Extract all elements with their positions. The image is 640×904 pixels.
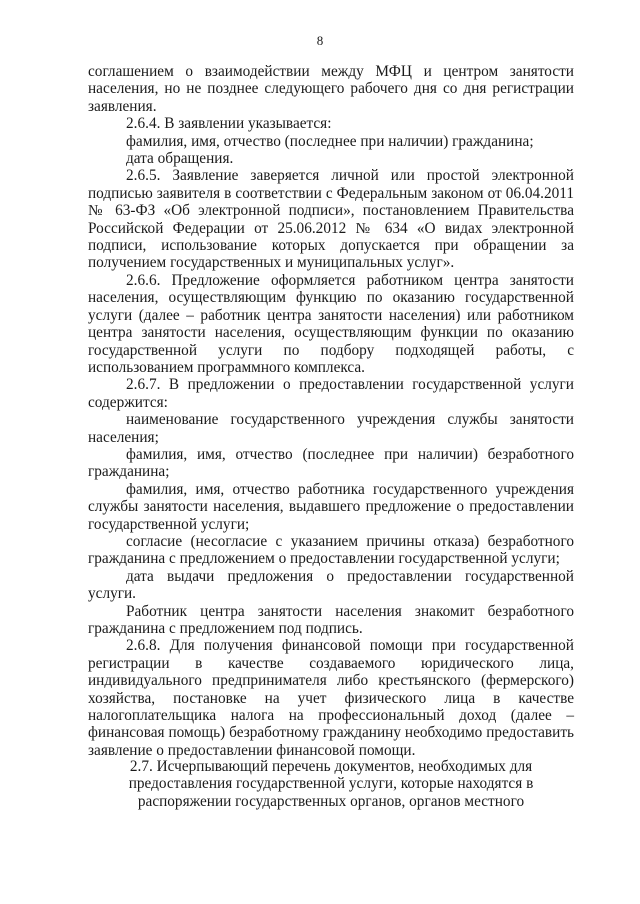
paragraph-2-6-5: 2.6.5. Заявление заверяется личной или простой электронной подписью заявителя в соответствии с Федеральным законом от 06.04.2011 № 63-ФЗ «Об электронной подписи», постановлением Правительства Российской Федерации от 25.06.2012 № 634 «О видах электронной подписи, использование которых допускается при обращении за получением государственных и муниципальных услуг». [88,167,574,272]
paragraph-2-6-4: 2.6.4. В заявлении указывается: [126,115,332,133]
list-item-issue-date: дата выдачи предложения о предоставлении государственной услуги. [88,567,574,603]
list-item-institution-name: наименование государственного учреждения службы занятости населения; [88,411,574,446]
list-item-date: дата обращения. [126,150,234,168]
paragraph-2-6-6: 2.6.6. Предложение оформляется работником центра занятости населения, осуществляющим функцию по оказанию государственной услуги (далее – работник центра занятости населения) или работником центра занятости населения, осуществляющим функции по оказанию государственной услуги по подбору подходящей работы, с использованием программного комплекса. [88,271,574,376]
paragraph-signature: Работник центра занятости населения знакомит безработного гражданина с предложением под подпись. [88,602,574,637]
paragraph-2-6-7: 2.6.7. В предложении о предоставлении государственной услуги содержится: [88,376,574,411]
paragraph-2-6-8: 2.6.8. Для получения финансовой помощи при государственной регистрации в качестве создаваемого юридического лица, индивидуального предпринимателя либо крестьянского (фермерского) хозяйства, постановке на учет физического лица в качестве налогоплательщика налога на профессиональный доход (далее – финансовая помощь) безработному гражданину необходимо предоставить заявление о предоставлении финансовой помощи. [88,637,574,759]
list-item-unemployed-name: фамилия, имя, отчество (последнее при наличии) безработного гражданина; [88,445,574,481]
list-item-full-name: фамилия, имя, отчество (последнее при наличии) гражданина; [126,132,534,150]
page-number: 8 [316,33,324,48]
document-body [88,63,574,759]
list-item-employee-name: фамилия, имя, отчество работника государственного учреждения службы занятости населения, выдавшего предложение о предоставлении государственной услуги; [88,480,574,533]
list-item-consent: согласие (несогласие с указанием причины отказа) безработного гражданина с предложением о предоставлении государственной услуги; [88,532,574,568]
section-heading-2-7: 2.7. Исчерпывающий перечень документов, необходимых для предоставления государственной услуги, которые находятся в распоряжении государственных органов, органов местного [128,758,534,810]
paragraph-continuation: соглашением о взаимодействии между МФЦ и центром занятости населения, но не позднее следующего рабочего дня со дня регистрации заявления. [88,63,574,115]
